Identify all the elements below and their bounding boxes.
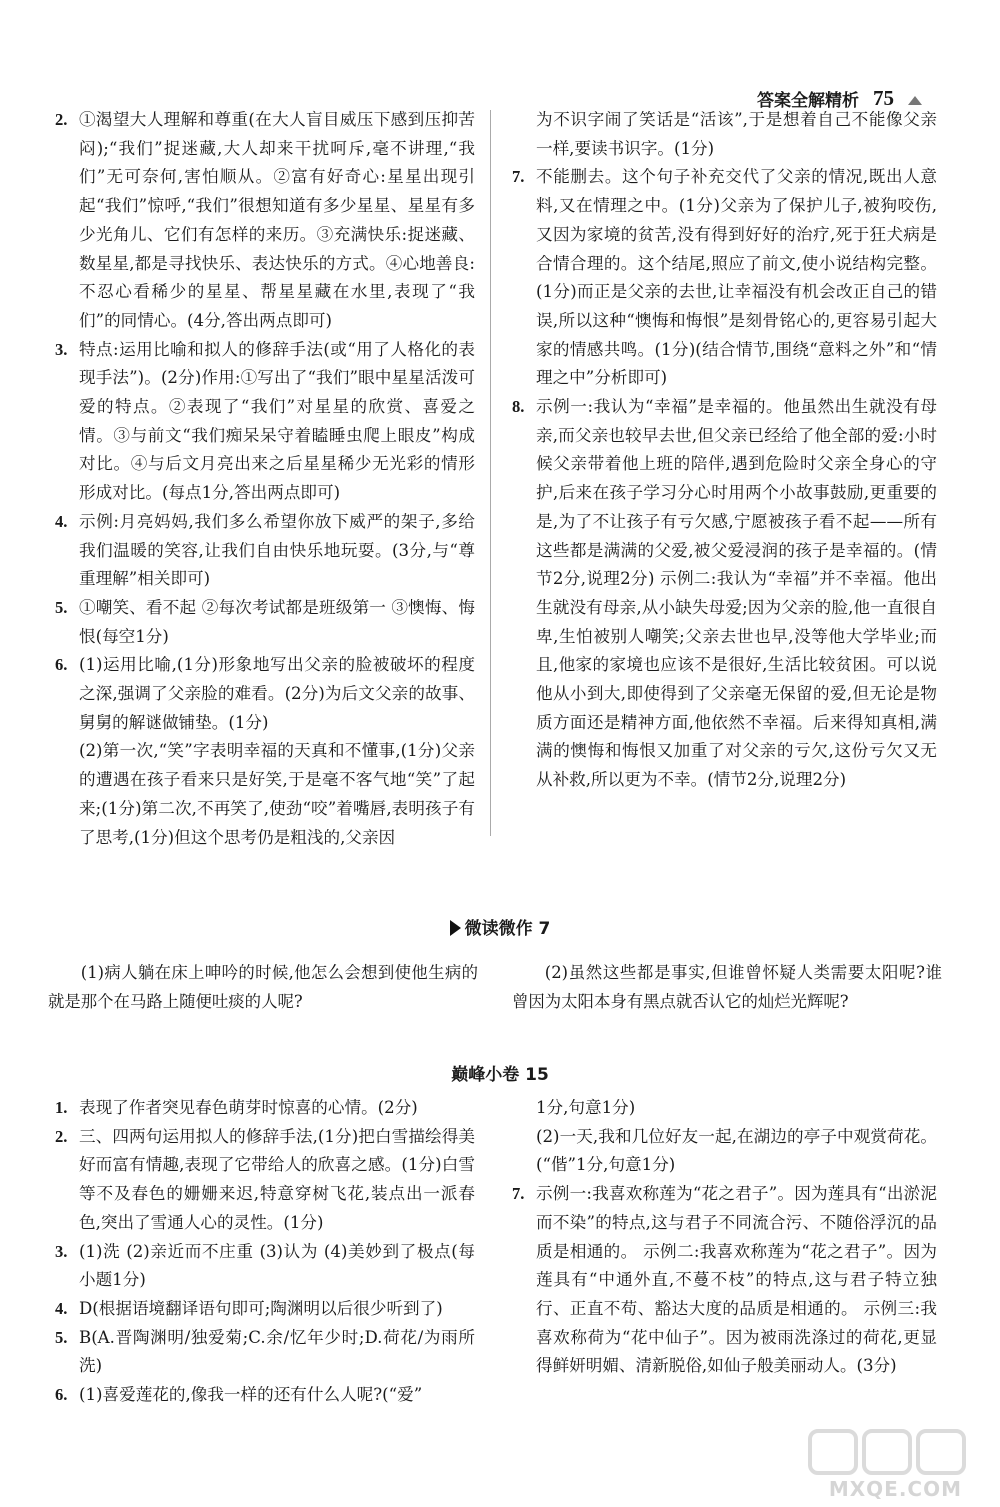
item-text: 表现了作者突见春色萌芽时惊喜的心情。(2分) [79, 1098, 418, 1117]
item-number: 4. [55, 511, 68, 531]
answer-item [512, 393, 937, 795]
answer-item [55, 1094, 475, 1123]
section1-left-column [55, 106, 475, 852]
item-text: D(根据语境翻译语句即可;陶渊明以后很少听到了) [79, 1298, 443, 1318]
item-number: 5. [55, 1327, 68, 1347]
micro-left-text: (1)病人躺在床上呻吟的时候,他怎么会想到使他生病的就是那个在马路上随便吐痰的人呢? [48, 963, 478, 1011]
item-number: 7. [512, 167, 525, 187]
item-subpart: (2)第一次,“笑”字表明幸福的天真和不懂事,(1分)父亲的遭遇在孩子看来只是好笑,于是毫不客气地“笑”了起来;(1分)第二次,不再笑了,使劲“咬”着嘴唇,表明孩子有了思考,(1分)但这个思考仍是粗浅的,父亲因 [79, 741, 475, 847]
micro-section-title [0, 914, 1000, 939]
item-text: 三、四两句运用拟人的修辞手法,(1分)把白雪描绘得美好而富有情趣,表现了它带给人的欣喜之感。(1分)白雪等不及春色的姗姗来迟,特意穿树飞花,装点出一派春色,突出了雪通人心的灵性。(1分) [79, 1126, 475, 1232]
answer-item [55, 1238, 475, 1295]
watermark-text: MXQE.COM [828, 1477, 962, 1501]
answer-item [55, 508, 475, 594]
item-number: 6. [55, 1385, 68, 1405]
item-number: 8. [512, 397, 525, 417]
play-arrow-icon [450, 920, 461, 936]
item-text: 不能删去。这个句子补充交代了父亲的情况,既出人意料,又在情理之中。(1分)父亲为了保护儿子,被狗咬伤,又因为家境的贫苦,没有得到好好的治疗,死于狂犬病是合情合理的。这个结尾,照应了前文,使小说结构完整。(1分)而正是父亲的去世,让幸福没有机会改正自己的错误,所以这种“懊悔和悔恨”是刻骨铭心的,更容易引起大家的情感共鸣。(1分)(结合情节,围绕“意料之外”和“情理之中”分析即可) [536, 167, 937, 388]
item-number: 3. [55, 1241, 68, 1261]
item-text: B(A.晋陶渊明/独爱菊;C.余/忆年少时;D.荷花/为雨所洗) [79, 1327, 475, 1376]
item-text: (1)洗 (2)亲近而不庄重 (3)认为 (4)美妙到了极点(每小题1分) [79, 1241, 475, 1290]
item-text: (1)喜爱莲花的,像我一样的还有什么人呢?(“爱” [79, 1385, 423, 1405]
section2-left-column [55, 1094, 475, 1410]
item-text: 为不识字闹了笑话是“活该”,于是想着自己不能像父亲一样,要读书识字。(1分) [536, 110, 937, 158]
answer-item [55, 1381, 475, 1410]
item-number: 1. [55, 1098, 68, 1117]
item-text: 1分,句意1分) [536, 1098, 636, 1117]
answer-item [55, 594, 475, 651]
item-text: (2)一天,我和几位好友一起,在湖边的亭子中观赏荷花。(“偕”1分,句意1分) [536, 1126, 937, 1175]
item-number [512, 106, 536, 163]
column-divider [490, 110, 491, 836]
item-text [79, 651, 475, 852]
section1-right-column [512, 106, 937, 795]
micro-title-text: 微读微作 7 [464, 919, 551, 939]
answer-item [55, 106, 475, 336]
answer-item [55, 336, 475, 508]
item-text: 示例:月亮妈妈,我们多么希望你放下威严的架子,多给我们温暖的笑容,让我们自由快乐地玩耍。(3分,与“尊重理解”相关即可) [79, 511, 475, 589]
item-number: 5. [55, 597, 68, 617]
answer-item [55, 1295, 475, 1324]
site-watermark [776, 1429, 976, 1501]
page-corner-icon [908, 96, 922, 105]
section2-title: 巅峰小卷 15 [451, 1065, 549, 1085]
item-number: 7. [512, 1184, 525, 1204]
watermark-logo-icon [808, 1429, 966, 1475]
item-text: ①渴望大人理解和尊重(在大人盲目威压下感到压抑苦闷);“我们”捉迷藏,大人却来干扰呵斥,毫不讲理,“我们”无可奈何,害怕顺从。②富有好奇心:星星出现引起“我们”惊呼,“我们”很想知道有多少星星、星星有多少光角儿、它们有怎样的来历。③充满快乐:捉迷藏、数星星,都是寻找快乐、表达快乐的方式。④心地善良:不忍心看稀少的星星、帮星星藏在水里,表现了“我们”的同情心。(4分,答出两点即可) [79, 110, 475, 330]
answer-item [55, 651, 475, 852]
item-number: 2. [55, 1126, 68, 1146]
answer-item [512, 1123, 937, 1180]
answer-item [512, 106, 937, 163]
item-text: 示例一:我认为“幸福”是幸福的。他虽然出生就没有母亲,而父亲也较早去世,但父亲已经给了他全部的爱:小时候父亲带着他上班的陪伴,遇到危险时父亲全身心的守护,后来在孩子学习分心时用两个小故事鼓励,更重要的是,为了不让孩子有亏欠感,宁愿被孩子看不起——所有这些都是满满的父爱,被父爱浸润的孩子是幸福的。(情节2分,说理2分) 示例二:我认为“幸福”并不幸福。他出生就没有母亲,从小缺失母爱;因为父亲的脸,他一直很自卑,生怕被别人嘲笑;父亲去世也早,没等他大学毕业;而且,他家的家境也应该不是很好,生活比较贫困。可以说他从小到大,即使得到了父亲毫无保留的爱,但无论是物质方面还是精神方面,他依然不幸福。后来得知真相,满满的懊悔和悔恨又加重了对父亲的亏欠,这份亏欠又无从补救,所以更为不幸。(情节2分,说理2分) [536, 397, 937, 790]
item-number: 2. [55, 110, 68, 129]
item-number [512, 1123, 536, 1180]
item-subpart: (1)运用比喻,(1分)形象地写出父亲的脸被破坏的程度之深,强调了父亲脸的难看。(2分)为后文父亲的故事、舅舅的解谜做铺垫。(1分) [79, 655, 475, 732]
item-text: ①嘲笑、看不起 ②每次考试都是班级第一 ③懊悔、悔恨(每空1分) [79, 597, 475, 646]
answer-item [512, 1180, 937, 1381]
header-title: 答案全解精析 [757, 91, 859, 111]
answer-item [55, 1324, 475, 1381]
item-number [512, 1094, 536, 1123]
answer-item [55, 1123, 475, 1238]
item-text: 特点:运用比喻和拟人的修辞手法(或“用了人格化的表现手法”)。(2分)作用:①写出了“我们”眼中星星活泼可爱的特点。②表现了“我们”对星星的欣赏、喜爱之情。③与前文“我们痴呆呆守着瞌睡虫爬上眼皮”构成对比。④与后文月亮出来之后星星稀少无光彩的情形形成对比。(每点1分,答出两点即可) [79, 339, 475, 503]
item-text: 示例一:我喜欢称莲为“花之君子”。因为莲具有“出淤泥而不染”的特点,这与君子不同流合污、不随俗浮沉的品质是相通的。 示例二:我喜欢称莲为“花之君子”。因为莲具有“中通外直,不蔓不枝”的特点,这与君子特立独行、正直不苟、豁达大度的品质是相通的。 示例三:我喜欢称荷为“花中仙子”。因为被雨洗涤过的荷花,更显得鲜妍明媚、清新脱俗,如仙子般美丽动人。(3分) [536, 1184, 937, 1376]
micro-right-text: (2)虽然这些都是事实,但谁曾怀疑人类需要太阳呢?谁曾因为太阳本身有黑点就否认它的灿烂光辉呢? [512, 963, 942, 1011]
item-number: 3. [55, 339, 68, 359]
answer-item [512, 1094, 937, 1123]
section2-right-column [512, 1094, 937, 1381]
item-number: 6. [55, 655, 68, 675]
answer-item [512, 163, 937, 393]
item-number: 4. [55, 1298, 68, 1318]
page-number: 75 [873, 86, 894, 110]
